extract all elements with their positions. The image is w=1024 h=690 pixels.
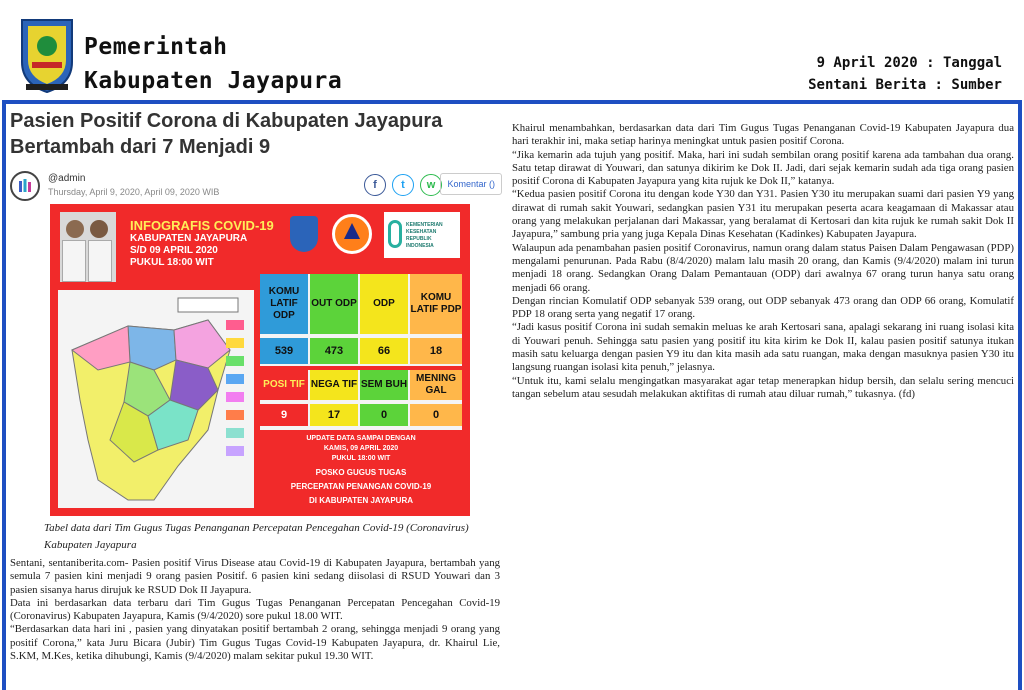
posko-line3: DI KABUPATEN JAYAPURA [308, 496, 414, 505]
regency-emblem-icon [290, 216, 318, 252]
header-meninggal: MENING GAL [410, 370, 462, 400]
paragraph: “Untuk itu, kami selalu mengingatkan masyarakat agar tetap menerapkan hidup bersih, dan selalu sering mencuci tangan sebelum atau sesudah melakukan aktifitas di rumah atau diluar rumah,” tukasnya. (fd) [512, 374, 1014, 400]
value-komulatif-odp: 539 [260, 338, 308, 364]
health-ministry-icon [388, 220, 402, 248]
update-date: KAMIS, 09 APRIL 2020 [323, 445, 399, 452]
regency-map [58, 290, 254, 508]
ministry-name: KEMENTERIAN KESEHATAN REPUBLIK INDONESIA [406, 222, 443, 249]
infographic-titles [130, 218, 280, 269]
facebook-icon[interactable]: f [364, 174, 386, 196]
crest-logo [18, 14, 76, 94]
posko-line2: PERCEPATAN PENANGAN COVID-19 [290, 482, 432, 491]
value-negatif: 17 [310, 404, 358, 426]
ministry-logo [384, 212, 460, 258]
paragraph: Khairul menambahkan, berdasarkan data dari Tim Gugus Tugas Penanganan Covid-19 Kabupaten Jayapura dua hari terakhir ini, maka setiap harinya meningkat untuk pasien positif Corona. [512, 122, 1014, 148]
header-komulatif-odp: KOMU LATIF ODP [260, 274, 308, 334]
value-sembuh: 0 [360, 404, 408, 426]
paragraph: Dengan rincian Komulatif ODP sebanyak 539 orang, out ODP sebanyak 473 orang dan ODP 66 orang, Komulatif PDP 18 orang serta yang negatif 17 orang. [512, 294, 1014, 321]
update-panel [260, 434, 462, 510]
stat-table-top [260, 274, 462, 366]
bnpb-logo-icon [332, 214, 372, 254]
site-logo-icon [12, 173, 38, 199]
header-negatif: NEGA TIF [310, 370, 358, 400]
organization-name [84, 30, 342, 98]
covid-infographic [50, 204, 470, 516]
source-line: Sentani Berita : Sumber [808, 77, 1002, 93]
date-line: 9 April 2020 : Tanggal [816, 55, 1002, 71]
value-meninggal: 0 [410, 404, 462, 426]
header-sembuh: SEM BUH [360, 370, 408, 400]
infographic-title: INFOGRAFIS COVID-19 [130, 218, 274, 233]
paragraph: Data ini berdasarkan data terbaru dari Tim Gugus Tugas Penanganan Percepatan Pencegahan Covid-19 (Coronavirus) Kabupaten Jayapura, Kamis (9/4/2020) sore pukul 18.00 WIT. [10, 596, 500, 623]
publish-date: Thursday, April 9, 2020, April 09, 2020 WIB [48, 187, 220, 197]
article-headline [10, 108, 500, 160]
whatsapp-icon[interactable]: w [420, 174, 442, 196]
headline-line2: Bertambah dari 7 Menjadi 9 [10, 136, 271, 158]
paragraph: “Kedua pasien positif Corona itu dengan kode Y30 dan Y31. Pasien Y30 itu merupakan suami dari pasien Y9 yang dirawat di rumah sakit Youwari, sedangkan pasien Y31 itu merupakan peserta acara keagamaan di Makassar atau orang yang melakukan perjalanan dari Makassar, yang beralamat di Kertosari dan kita rujuk ke rumah sakit Dok II Jayapura,” sambung pria yang juga Kepala Dinas Kesehatan (Kadinkes) Kabupaten Jayapura. [512, 188, 1014, 241]
value-komulatif-pdp: 18 [410, 338, 462, 364]
infographic-region: KABUPATEN JAYAPURA [130, 233, 248, 244]
officials-photo [60, 212, 116, 282]
author-name[interactable]: @admin [48, 173, 86, 184]
header-out-odp: OUT ODP [310, 274, 358, 334]
paragraph: “Berdasarkan data hari ini , pasien yang dinyatakan positif bertambah 2 orang, sehingga menjadi 9 orang yang positif Corona,” kata Juru Bicara (Jubir) Tim Gugus Tugas Covid-19 Kabupaten Jayapura, dr. Khairul Lie, S.KM, M.Kes, ketika dihubungi, Kamis (9/4/2020) malam sekitar pukul 19.30 WIT. [10, 623, 500, 663]
header-positif: POSI TIF [260, 370, 308, 400]
image-caption: Tabel data dari Tim Gugus Tugas Penanganan Percepatan Pencegahan Covid-19 (Coronavirus) Kabupaten Jayapura [44, 522, 469, 551]
comment-button[interactable]: Komentar () [440, 173, 502, 195]
update-time: PUKUL 18:00 WIT [331, 455, 391, 462]
header-odp: ODP [360, 274, 408, 334]
update-title: UPDATE DATA SAMPAI DENGAN [306, 435, 416, 442]
article-clipping [6, 104, 506, 683]
paragraph: “Jika kemarin ada tujuh yang positif. Maka, hari ini sudah sembilan orang positif karena ada tambahan dua orang. Satu tetap dirawat di Youwari, dan satunya dikirim ke Dok II. Jadi, dari sejak kemarin sudah ada tiga orang pasien positif Corona di Kabupaten Jayapura yang kita rujuk ke Dok II,” katanya. [512, 148, 1014, 188]
posko-line1: POSKO GUGUS TUGAS [315, 468, 407, 477]
infographic-time: PUKUL 18:00 WIT [130, 257, 214, 268]
organization-line1: Pemerintah [84, 34, 228, 60]
article-body-right [512, 122, 1014, 401]
header-komulatif-pdp: KOMU LATIF PDP [410, 274, 462, 334]
headline-line1: Pasien Positif Corona di Kabupaten Jayapura [10, 110, 443, 132]
stat-table-bottom [260, 370, 462, 430]
twitter-icon[interactable]: t [392, 174, 414, 196]
organization-line2: Kabupaten Jayapura [84, 68, 343, 94]
avatar [10, 171, 40, 201]
paragraph: “Jadi kasus positif Corona ini sudah semakin meluas ke arah Kertosari sana, apalagi sekarang ini ruang isolasi kita di Youwari penuh. Sehingga satu pasien yang positif itu kita kirim ke Dok II, kalau pasien positif satunya itukan masih satu keluarga dengan pasien Y9 itu dan kita masih ada satu ruangan, maka dengan masuknya pasien Y30 itu langsung ruangan isolasi kita penuh,” jelasnya. [512, 321, 1014, 374]
paragraph: Sentani, sentaniberita.com- Pasien positif Virus Disease atau Covid-19 di Kabupaten Jayapura, bertambah yang semula 7 pasien kini menjadi 9 orang pasien Positif. 6 pasien kini sedang diisolasi di RSUD Youwari dan 3 pasien sisanya harus dirujuk ke RSUD Dok II Jayapura. [10, 557, 500, 596]
article-meta [808, 52, 1002, 96]
value-odp: 66 [360, 338, 408, 364]
article-body-left [10, 557, 500, 663]
value-out-odp: 473 [310, 338, 358, 364]
paragraph: Walaupun ada penambahan pasien positif Coronavirus, namun orang dalam status Paisen Dalam Pengawasan (PDP) mengalami penurunan. Pada Rabu (8/4/2020) malam lalu masih 20 orang, dan Kamis (9/4/2020) malam ini turun menjadi 18 orang. Sedangkan Orang Dalam Pemantauan (ODP) dari awalnya 67 orang turun hanya satu orang menjadi 66 orang. [512, 241, 1014, 294]
page-header [0, 0, 1024, 100]
infographic-period: S/D 09 APRIL 2020 [130, 245, 218, 256]
byline [10, 171, 502, 201]
value-positif: 9 [260, 404, 308, 426]
